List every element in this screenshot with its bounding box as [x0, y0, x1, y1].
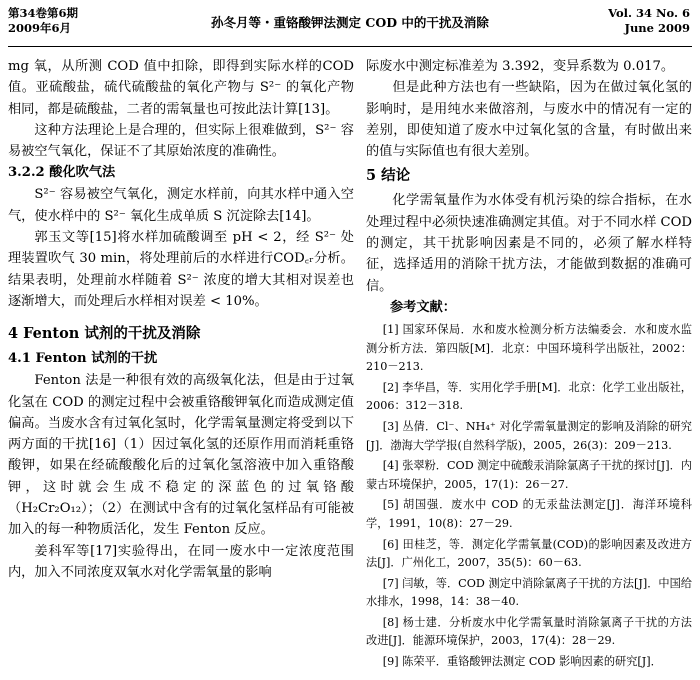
date-cn: 2009年6月: [8, 21, 72, 35]
reference-item: [8] 杨士建．分析废水中化学需氧量时消除氯离子干扰的方法改进[J]．能源环境保护，2003，17(4)：28－29.: [366, 615, 692, 648]
references-heading: 参考文献：: [390, 299, 456, 315]
paragraph: mg 氧，从所测 COD 值中扣除，即得到实际水样的COD 值。亚硫酸盐，硫代硫酸盐的氧化产物与 S²⁻ 的氧化产物相同，都是硫酸盐，二者的需氧量也可按此法计算[13]。: [8, 59, 354, 117]
right-column: [366, 56, 692, 674]
reference-item: [9] 陈荣平．重铬酸钾法测定 COD 影响因素的研究[J]．: [382, 655, 662, 669]
header-rule: [8, 46, 692, 47]
running-title: 孙冬月等・重铬酸钾法测定 COD 中的干扰及消除: [211, 15, 489, 30]
paragraph: 郭玉文等[15]将水样加硫酸调至 pH < 2，经 S²⁻ 处理装置吹气 30 min，将处理前后的水样进行COD꜀ᵣ分析。结果表明，处理前水样随着 S²⁻ 浓度的增大其相对误差也逐渐增大，而处理后水样相对误差 < 10%。: [8, 230, 354, 309]
reference-item: [4] 张翠粉．COD 测定中硫酸汞消除氯离子干扰的探讨[J]．内蒙古环境保护，2005，17(1)：26－27.: [366, 459, 692, 491]
reference-item: [7] 闫敏，等．COD 测定中消除氯离子干扰的方法[J]．中国给水排水，1998，14：38－40.: [366, 576, 692, 609]
paragraph: 姜科军等[17]实验得出，在同一废水中一定浓度范围内，加入不同浓度双氧水对化学需氧量的影响: [8, 543, 354, 580]
volume-issue-en: Vol. 34 No. 6: [608, 6, 690, 20]
paragraph: 化学需氧量作为水体受有机污染的综合指标，在水处理过程中必须快速准确测定其值。对于不同水样 COD 的测定，其干扰影响因素是不同的，必须了解水样特征，选择适用的消除干扰方法，才能做到数据的准确可信。: [366, 193, 692, 294]
paragraph: 但是此种方法也有一些缺陷，因为在做过氧化氢的影响时，是用纯水来做溶剂，与废水中的情况有一定的差别，即使知道了废水中过氧化氢的含量，有时做出来的值与实际值也有很大差别。: [366, 80, 692, 160]
reference-item: [6] 田桂芝，等．测定化学需氧量(COD)的影响因素及改进方法[J]．广州化工，2007，35(5)：60－63.: [366, 537, 692, 570]
section-heading: 4 Fenton 试剂的干扰及消除: [8, 325, 201, 343]
volume-issue-cn: 第34卷第6期: [8, 6, 79, 20]
section-heading: 5 结论: [366, 167, 411, 185]
date-en: June 2009: [624, 21, 690, 35]
paragraph: 际废水中测定标准差为 3.392，变异系数为 0.017。: [366, 59, 675, 74]
journal-volume-en: [608, 6, 690, 36]
left-column: [8, 56, 354, 583]
page-header: [0, 0, 700, 52]
reference-item: [1] 国家环保局．水和废水检测分析方法编委会．水和废水监测分析方法．第四版[M]．北京：中国环境科学出版社，2002：210－213.: [366, 322, 692, 374]
paragraph: Fenton 法是一种很有效的高级氧化法，但是由于过氧化氢在 COD 的测定过程中会被重铬酸钾氧化而造成测定值偏高。当废水含有过氧化氢时，化学需氧量测定将受到以下两方面的干扰[16]（1）因过氧化氢的还原作用而消耗重铬酸钾，如果在经硫酸酸化后的过氧化氢溶液中加入重铬酸钾，这时就会生成不稳定的深蓝色的过氧铬酸（H₂Cr₂O₁₂）；（2）在测试中含有的过氧化氢样品有可能被加入的每一种物质活化，发生 Fenton 反应。: [8, 373, 354, 538]
paragraph: 这种方法理论上是合理的，但实际上很难做到，S²⁻ 容易被空气氧化，保证不了其原始浓度的准确性。: [8, 122, 354, 160]
reference-item: [5] 胡国强．废水中 COD 的无汞盐法测定[J]．海洋环境科学，1991，10(8)：27－29.: [366, 498, 692, 530]
paragraph: S²⁻ 容易被空气氧化，测定水样前，向其水样中通入空气，使水样中的 S²⁻ 氧化生成单质 S 沉淀除去[14]。: [8, 187, 354, 224]
subsection-heading: 3.2.2 酸化吹气法: [8, 165, 116, 181]
subsection-heading: 4.1 Fenton 试剂的干扰: [8, 351, 158, 367]
reference-item: [3] 丛倩．Cl⁻、NH₄⁺ 对化学需氧量测定的影响及消除的研究[J]．渤海大学学报(自然科学版)，2005，26(3)：209－213.: [366, 419, 692, 452]
reference-item: [2] 李华昌，等．实用化学手册[M]．北京：化学工业出版社，2006：312－318.: [366, 380, 692, 413]
